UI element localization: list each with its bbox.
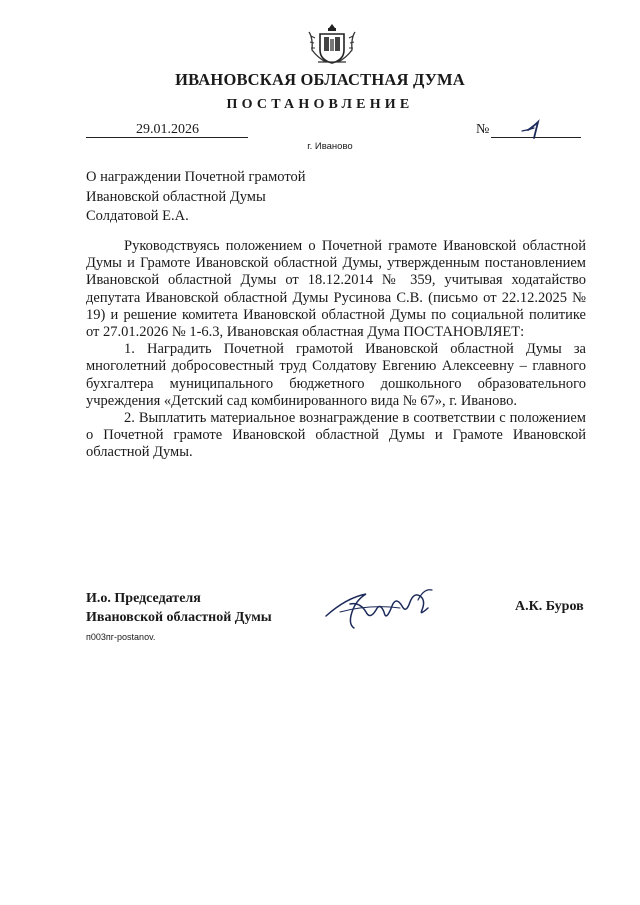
date-underline (86, 137, 248, 138)
subject-line: О награждении Почетной грамотой (86, 169, 306, 185)
signatory-title-line: И.о. Председателя (86, 591, 201, 606)
document-type-heading: ПОСТАНОВЛЕНИЕ (226, 97, 414, 112)
document-body (86, 238, 586, 462)
body-intro-paragraph: Руководствуясь положением о Почетной грамоте Ивановской областной Думы и Грамоте Ивановской областной Думы, утвержденным постановлением Ивановской областной Думы от 18.12.2014 № 359, учитывая ходатайство депутата Ивановской областной Думы Русинова С.В. (письмо от 22.12.2025 № 19) и решение комитета Ивановской областной Думы по социальной политике от 27.01.2026 № 1-6.3, Ивановская областная Дума ПОСТАНОВЛЯЕТ: (86, 238, 586, 341)
signatory-title-line: Ивановской областной Думы (86, 610, 272, 625)
subject-line: Солдатовой Е.А. (86, 208, 189, 224)
signatory-title (86, 589, 272, 627)
body-item-1: 1. Наградить Почетной грамотой Ивановской областной Думы за многолетний добросовестный труд Солдатову Евгению Алексеевну – главного бухгалтера муниципального бюджетного дошкольного образовательного учреждения «Детский сад комбинированного вида № 67», г. Иваново. (86, 341, 586, 409)
handwritten-signature (320, 582, 450, 634)
document-date: 29.01.2026 (136, 122, 199, 137)
document-subject (86, 168, 306, 227)
body-item-2: 2. Выплатить материальное вознаграждение в соответствии с положением о Почетной грамоте Ивановской областной Думы и Грамоте Ивановской областной Думы. (86, 410, 586, 461)
organization-title: ИВАНОВСКАЯ ОБЛАСТНАЯ ДУМА (175, 70, 465, 89)
document-number-label: № (476, 122, 490, 137)
subject-line: Ивановской областной Думы (86, 188, 266, 205)
signatory-name: А.К. Буров (515, 599, 584, 614)
handwritten-number-mark (520, 118, 560, 140)
file-code: п003пг-postanov. (86, 632, 156, 642)
city-name: г. Иваново (307, 141, 353, 152)
coat-of-arms-emblem (306, 22, 358, 66)
